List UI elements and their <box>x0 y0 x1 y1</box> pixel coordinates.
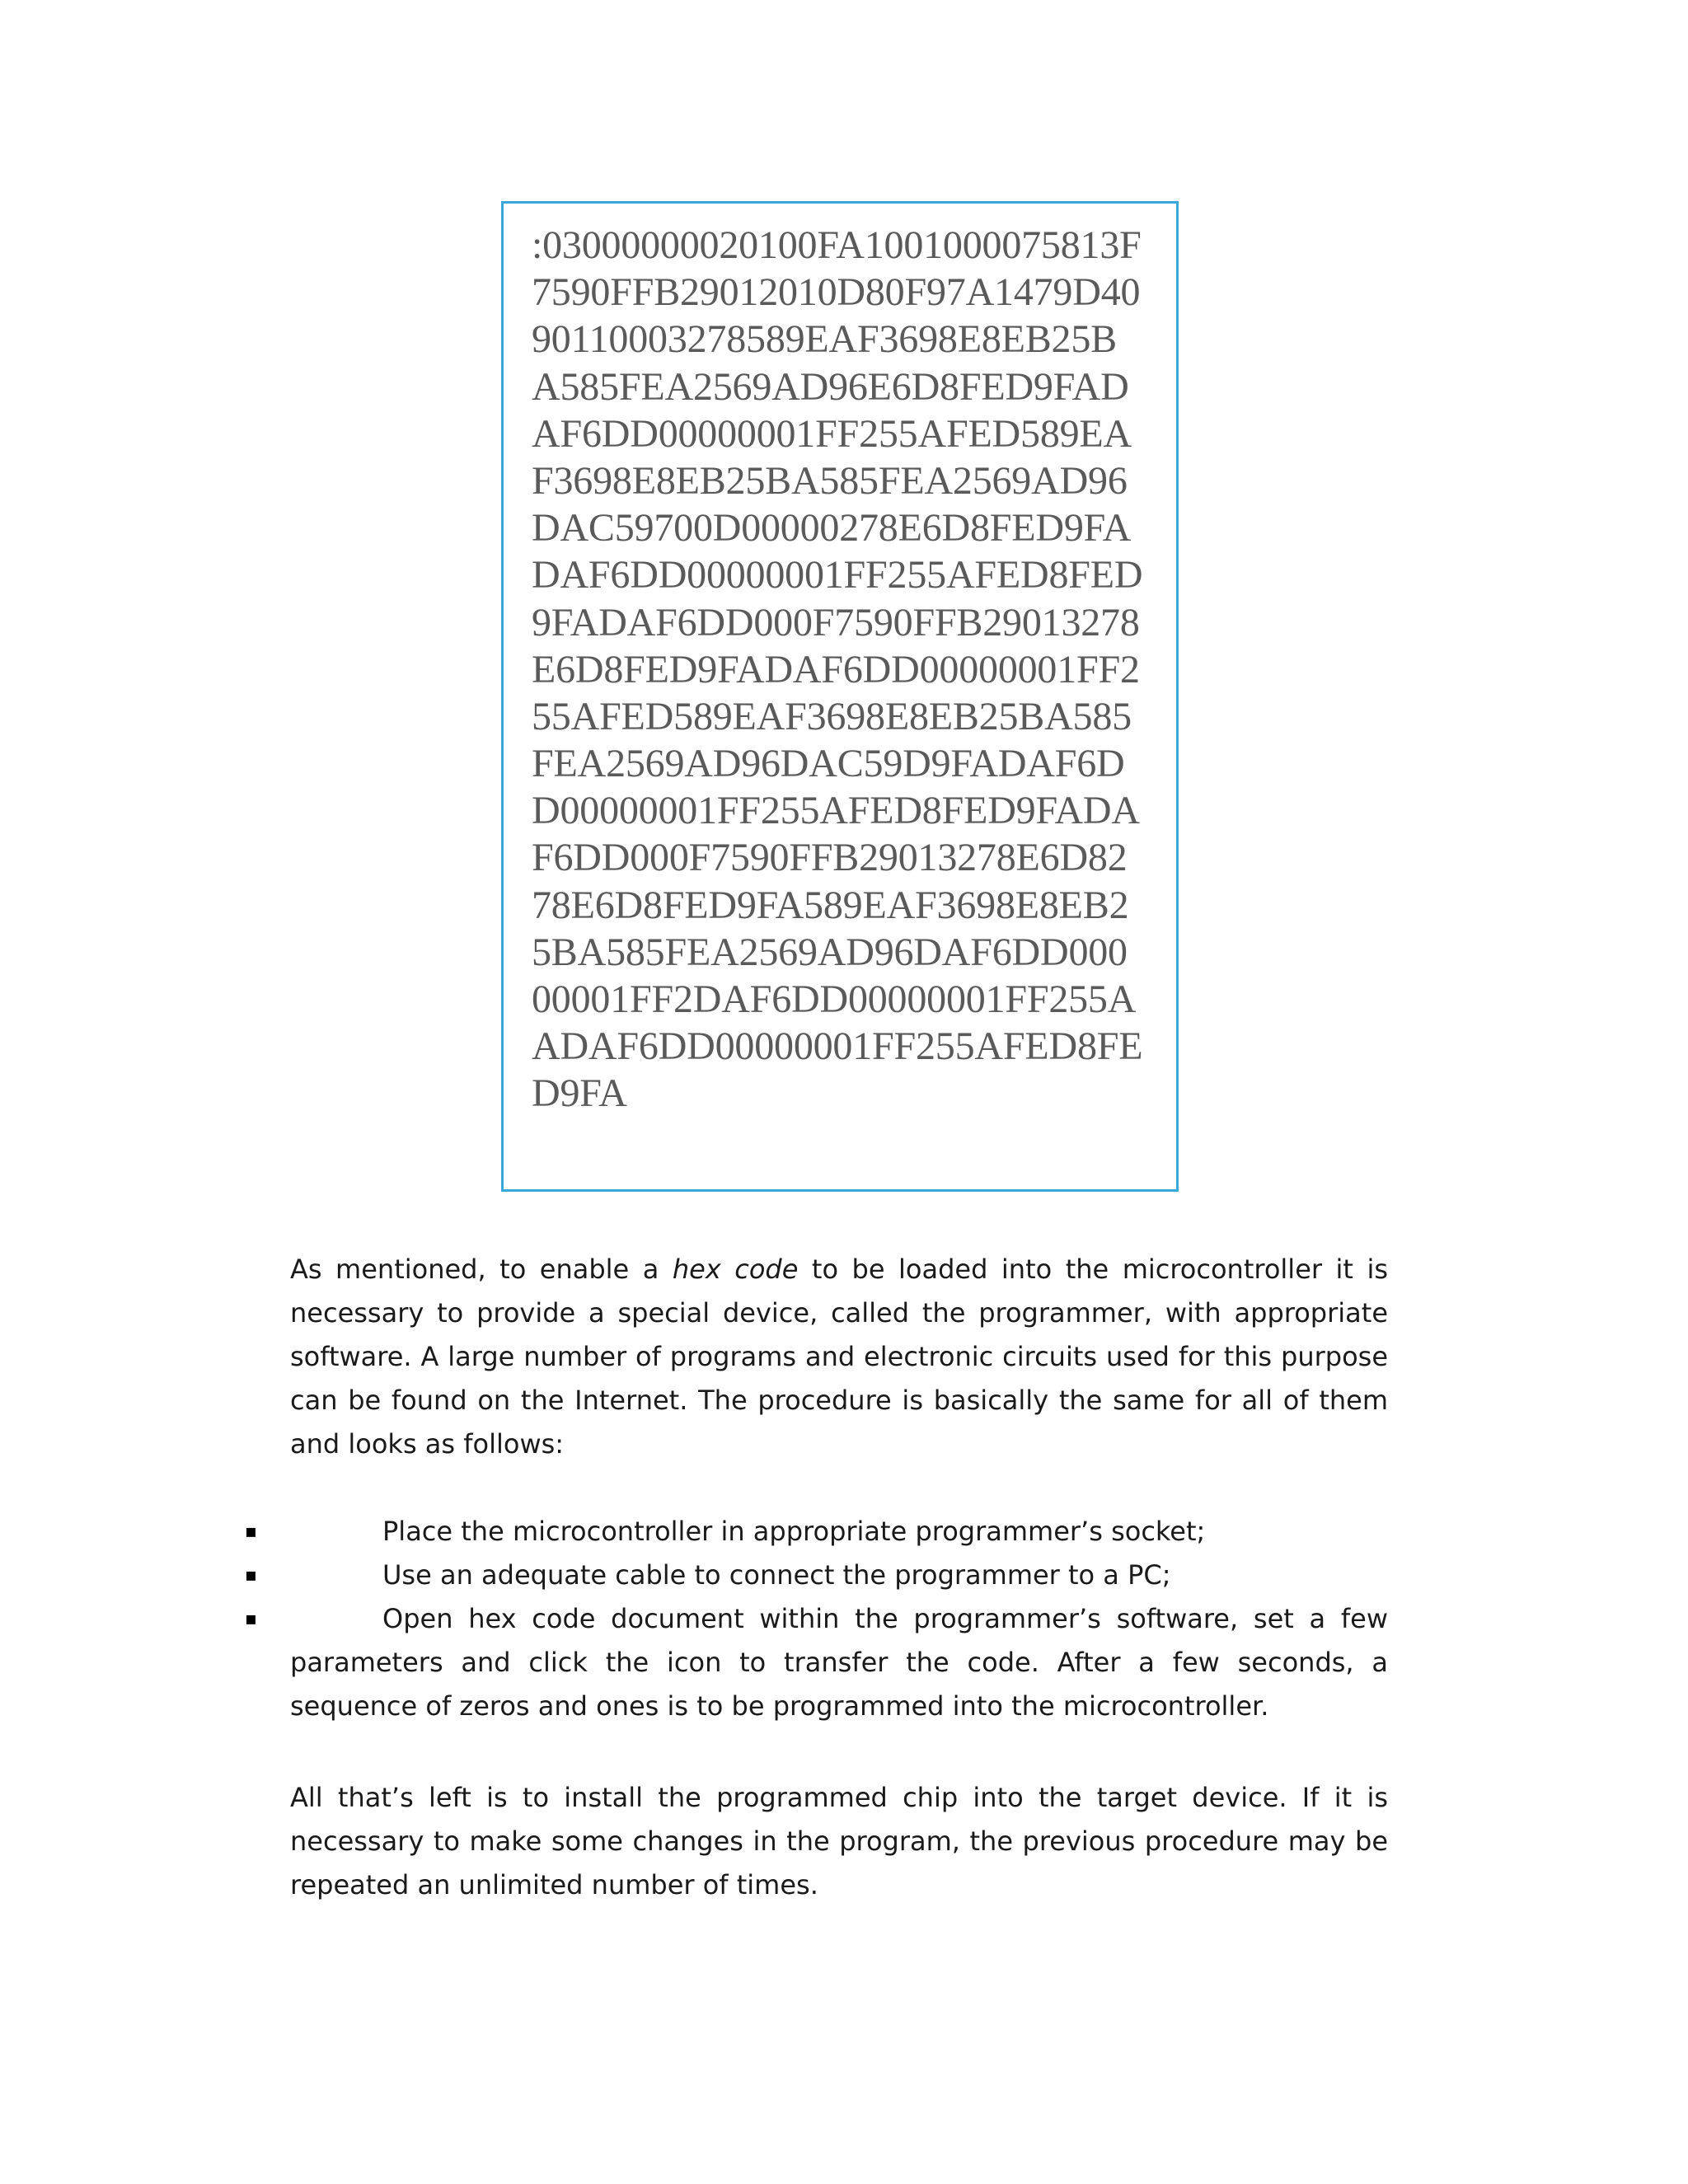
hex-line: ADAF6DD00000001FF255AFED8FE <box>532 1024 1143 1069</box>
square-bullet-icon: ▪ <box>245 1609 257 1629</box>
square-bullet-icon: ▪ <box>245 1521 257 1542</box>
list-item-text: Use an adequate cable to connect the programmer to a PC; <box>382 1559 1171 1591</box>
hex-line: 7590FFB29012010D80F97A1479D40 <box>532 270 1141 315</box>
intro-text-start: As mentioned, to enable a <box>290 1254 673 1285</box>
hex-code-lines <box>532 222 1142 1118</box>
hex-line: FEA2569AD96DAC59D9FADAF6D <box>532 742 1125 786</box>
hex-line: DAF6DD00000001FF255AFED8FED <box>532 553 1143 598</box>
list-item-text: Open hex code document within the programmer’s software, set a few parameters and click the icon to transfer the code. After a few seconds, a sequence of zeros and ones is to be programmed into the microcontroller. <box>290 1603 1388 1722</box>
list-item <box>245 1597 1388 1728</box>
list-item <box>245 1510 1388 1554</box>
hex-line: DAC59700D00000278E6D8FED9FA <box>532 506 1132 551</box>
hex-line: :03000000020100FA1001000075813F <box>532 223 1142 267</box>
hex-code-figure <box>501 201 1179 1192</box>
hex-line: 9FADAF6DD000F7590FFB29013278 <box>532 600 1140 644</box>
square-bullet-icon: ▪ <box>245 1565 257 1586</box>
procedure-list <box>245 1510 1388 1728</box>
hex-line: 00001FF2DAF6DD00000001FF255A <box>532 977 1137 1021</box>
hex-code-emphasis: hex code <box>672 1254 799 1285</box>
hex-line: F3698E8EB25BA585FEA2569AD96 <box>532 458 1128 503</box>
hex-line: A585FEA2569AD96E6D8FED9FAD <box>532 364 1129 409</box>
hex-line: D9FA <box>532 1071 627 1116</box>
hex-line: AF6DD00000001FF255AFED589EA <box>532 411 1132 456</box>
hex-line: 55AFED589EAF3698E8EB25BA585 <box>532 694 1132 738</box>
list-item <box>245 1554 1388 1597</box>
closing-paragraph: All that’s left is to install the programmed chip into the target device. If it is necessary to make some changes in the program, the previous procedure may be repeated an unlimited number of times. <box>290 1782 1388 1900</box>
hex-line: E6D8FED9FADAF6DD00000001FF2 <box>532 647 1140 691</box>
list-item-text: Place the microcontroller in appropriate programmer’s socket; <box>382 1516 1206 1547</box>
hex-line: 90110003278589EAF3698E8EB25B <box>532 317 1117 362</box>
hex-line: 5BA585FEA2569AD96DAF6DD000 <box>532 930 1128 974</box>
intro-text-end: to be loaded into the microcontroller it is necessary to provide a special device, called the programmer, with appropriate software. A large number of programs and electronic circuits used for this purpose can be found on the Internet. The procedure is basically the same for all of them and looks as follows: <box>290 1254 1389 1460</box>
hex-line: F6DD000F7590FFB29013278E6D82 <box>532 836 1128 880</box>
hex-line: D00000001FF255AFED8FED9FADA <box>532 789 1140 833</box>
intro-paragraph <box>290 1248 1388 1466</box>
hex-line: 78E6D8FED9FA589EAF3698E8EB2 <box>532 883 1129 927</box>
